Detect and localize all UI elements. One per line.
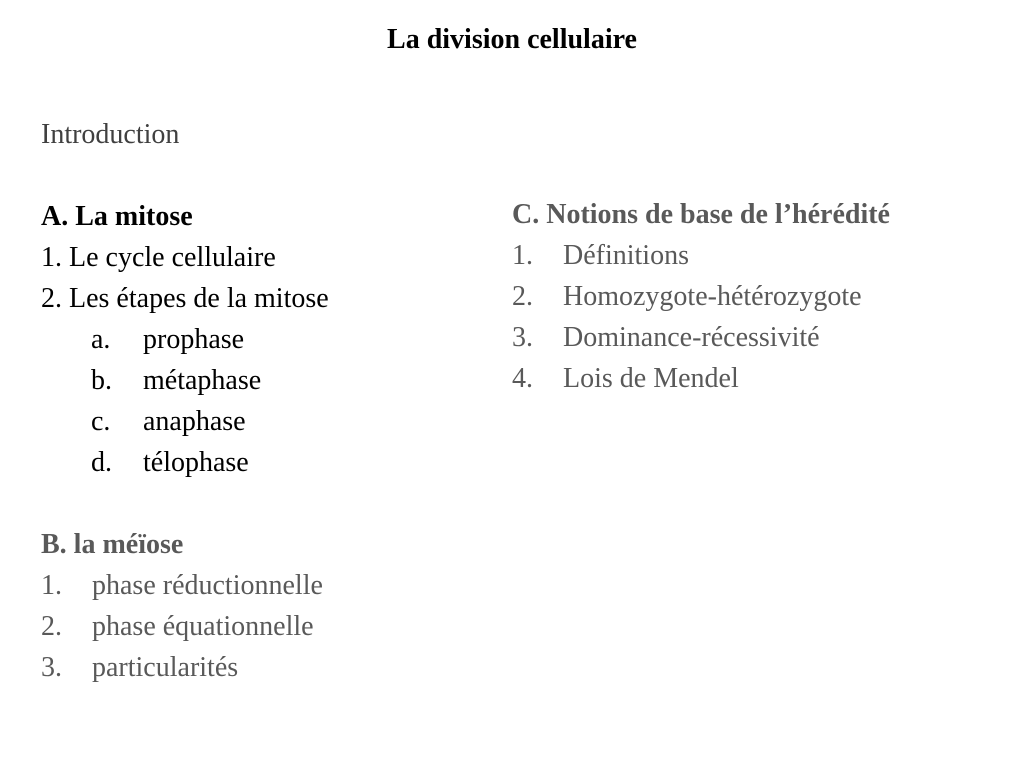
- section-b-heading: B. la méïose: [41, 529, 184, 560]
- item-text: Lois de Mendel: [563, 363, 739, 394]
- section-a-item: [41, 237, 501, 278]
- section-a-heading: A. La mitose: [41, 201, 193, 232]
- section-a-subitem: [41, 360, 501, 401]
- subitem-text: métaphase: [143, 365, 262, 396]
- section-c-item: [512, 235, 1012, 276]
- subitem-marker: c.: [91, 406, 111, 437]
- section-c-item: [512, 317, 1012, 358]
- item-text: Définitions: [563, 240, 689, 271]
- section-a-item-text: 1. Le cycle cellulaire: [41, 242, 276, 273]
- section-b-item: [41, 565, 501, 606]
- section-a-subitem: [41, 401, 501, 442]
- subitem-marker: a.: [91, 324, 111, 355]
- subitem-text: anaphase: [143, 406, 246, 437]
- item-text: phase réductionnelle: [92, 570, 323, 601]
- section-b-item: [41, 647, 501, 688]
- section-c-item: [512, 276, 1012, 317]
- section-a-item-text: 2. Les étapes de la mitose: [41, 283, 329, 314]
- section-c-item: [512, 358, 1012, 399]
- outline-left-column: [41, 196, 501, 688]
- item-marker: 2.: [41, 611, 62, 642]
- section-c-heading: C. Notions de base de l’hérédité: [512, 199, 890, 230]
- subitem-marker: b.: [91, 365, 112, 396]
- section-a-item: [41, 278, 501, 319]
- item-text: Homozygote-hétérozygote: [563, 281, 862, 312]
- item-marker: 3.: [41, 652, 62, 683]
- subitem-marker: d.: [91, 447, 112, 478]
- outline-right-column: [512, 194, 1012, 399]
- item-text: Dominance-récessivité: [563, 322, 820, 353]
- item-marker: 1.: [41, 570, 62, 601]
- subitem-text: prophase: [143, 324, 245, 355]
- item-marker: 4.: [512, 363, 533, 394]
- slide-title: La division cellulaire: [387, 24, 637, 55]
- item-marker: 2.: [512, 281, 533, 312]
- section-a-subitem: [41, 319, 501, 360]
- subitem-text: télophase: [143, 447, 249, 478]
- item-text: particularités: [92, 652, 239, 683]
- section-b-item: [41, 606, 501, 647]
- introduction-label: Introduction: [41, 119, 180, 150]
- spacer: [41, 483, 501, 524]
- item-marker: 1.: [512, 240, 533, 271]
- item-text: phase équationnelle: [92, 611, 314, 642]
- item-marker: 3.: [512, 322, 533, 353]
- section-a-subitem: [41, 442, 501, 483]
